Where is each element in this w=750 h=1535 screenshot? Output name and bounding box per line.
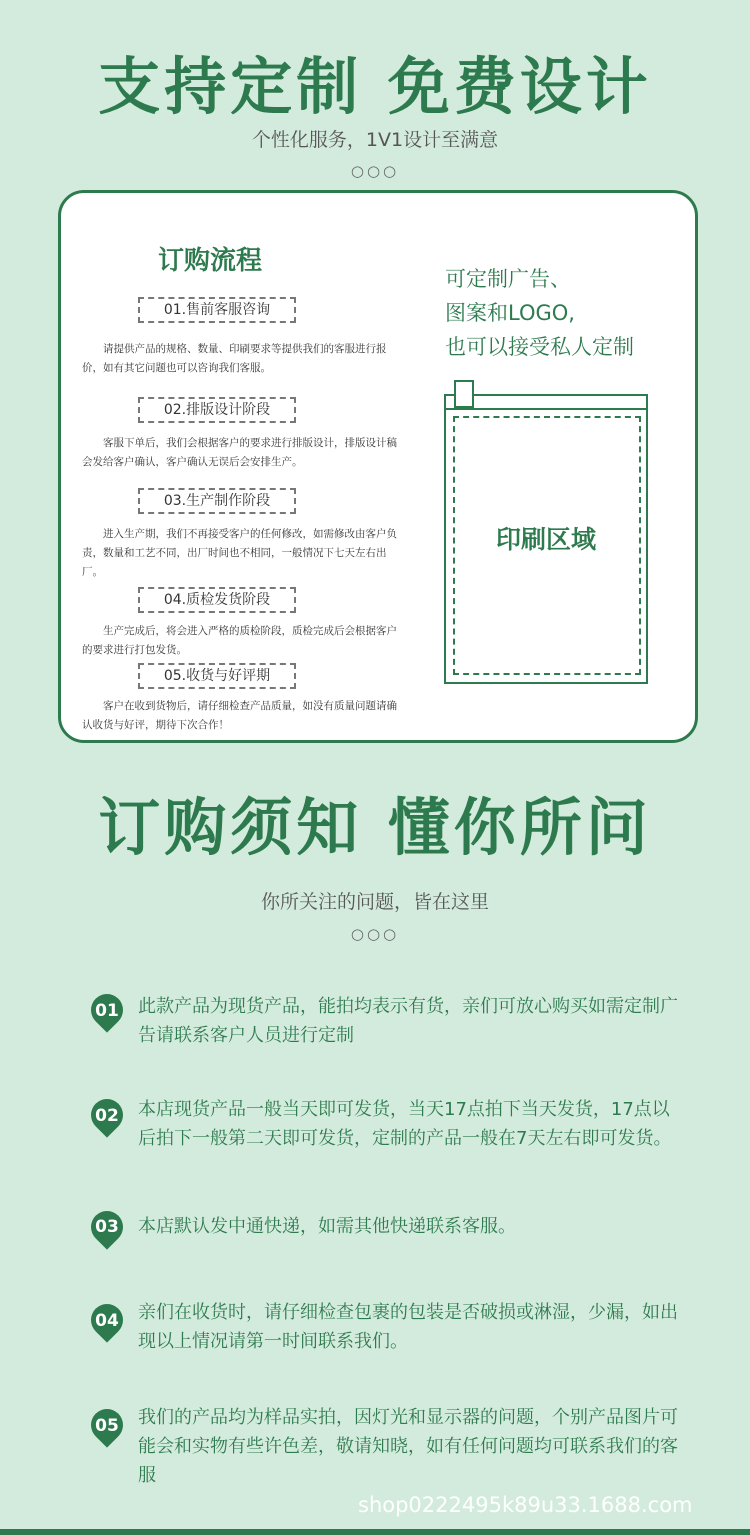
page-title: 支持定制 免费设计 <box>98 50 652 123</box>
notice-text: 本店现货产品一般当天即可发货，当天17点拍下当天发货，17点以后拍下一般第二天即可发货，定制的产品一般在7天左右即可发货。 <box>138 1099 672 1149</box>
notice-number: 01 <box>95 1001 119 1021</box>
bottom-bar <box>0 1529 750 1535</box>
custom-info <box>445 262 685 364</box>
section-subtitle: 你所关注的问题，皆在这里 <box>260 891 489 913</box>
step-3-label: 03.生产制作阶段 <box>138 488 296 514</box>
page-subtitle: 个性化服务，1V1设计至满意 <box>251 129 499 151</box>
step-2-label: 02.排版设计阶段 <box>138 397 296 423</box>
notice-text: 本店默认发中通快递，如需其他快递联系客服。 <box>138 1216 516 1237</box>
notice-number: 05 <box>95 1416 119 1436</box>
process-title: 订购流程 <box>158 246 263 276</box>
step-4-label: 04.质检发货阶段 <box>138 587 296 613</box>
step-4-desc: 生产完成后，将会进入严格的质检阶段，质检完成后会根据客户的要求进行打包发货。 <box>82 625 397 656</box>
bag-hang-tab <box>454 380 474 408</box>
section-title: 订购须知 懂你所问 <box>98 791 652 864</box>
print-area-label: 印刷区域 <box>495 525 596 554</box>
notice-number: 03 <box>95 1217 119 1237</box>
decorative-dots-2: ○○○ <box>350 925 400 943</box>
bag-seal-line <box>444 408 648 410</box>
step-1-desc: 请提供产品的规格、数量、印刷要求等提供我们的客服进行报价，如有其它问题也可以咨询我们客服。 <box>82 343 387 374</box>
step-3-desc: 进入生产期，我们不再接受客户的任何修改，如需修改由客户负责，数量和工艺不同，出厂时间也不相同，一般情况下七天左右出厂。 <box>82 528 397 578</box>
step-5-label: 05.收货与好评期 <box>138 663 296 689</box>
custom-line-2: 图案和LOGO, <box>445 301 575 325</box>
notice-text: 我们的产品均为样品实拍，因灯光和显示器的问题，个别产品图片可能会和实物有些许色差，敬请知晓，如有任何问题均可联系我们的客服 <box>138 1407 678 1486</box>
step-2-desc: 客服下单后，我们会根据客户的要求进行排版设计，排版设计稿会发给客户确认，客户确认无误后会安排生产。 <box>82 437 397 468</box>
custom-line-1: 可定制广告、 <box>445 267 571 291</box>
custom-line-3: 也可以接受私人定制 <box>445 335 634 359</box>
step-1-label: 01.售前客服咨询 <box>138 297 296 323</box>
notice-number: 02 <box>95 1106 119 1126</box>
shop-watermark: shop0222495k89u33.1688.com <box>358 1493 693 1517</box>
step-5-desc: 客户在收到货物后，请仔细检查产品质量，如没有质量问题请确认收货与好评，期待下次合作！ <box>82 700 397 731</box>
notice-text: 此款产品为现货产品，能拍均表示有货，亲们可放心购买如需定制广告请联系客户人员进行定制 <box>138 996 678 1046</box>
notice-text: 亲们在收货时，请仔细检查包裹的包装是否破损或淋湿，少漏，如出现以上情况请第一时间联系我们。 <box>138 1302 678 1352</box>
notice-number: 04 <box>95 1311 119 1331</box>
decorative-dots: ○○○ <box>350 162 400 180</box>
